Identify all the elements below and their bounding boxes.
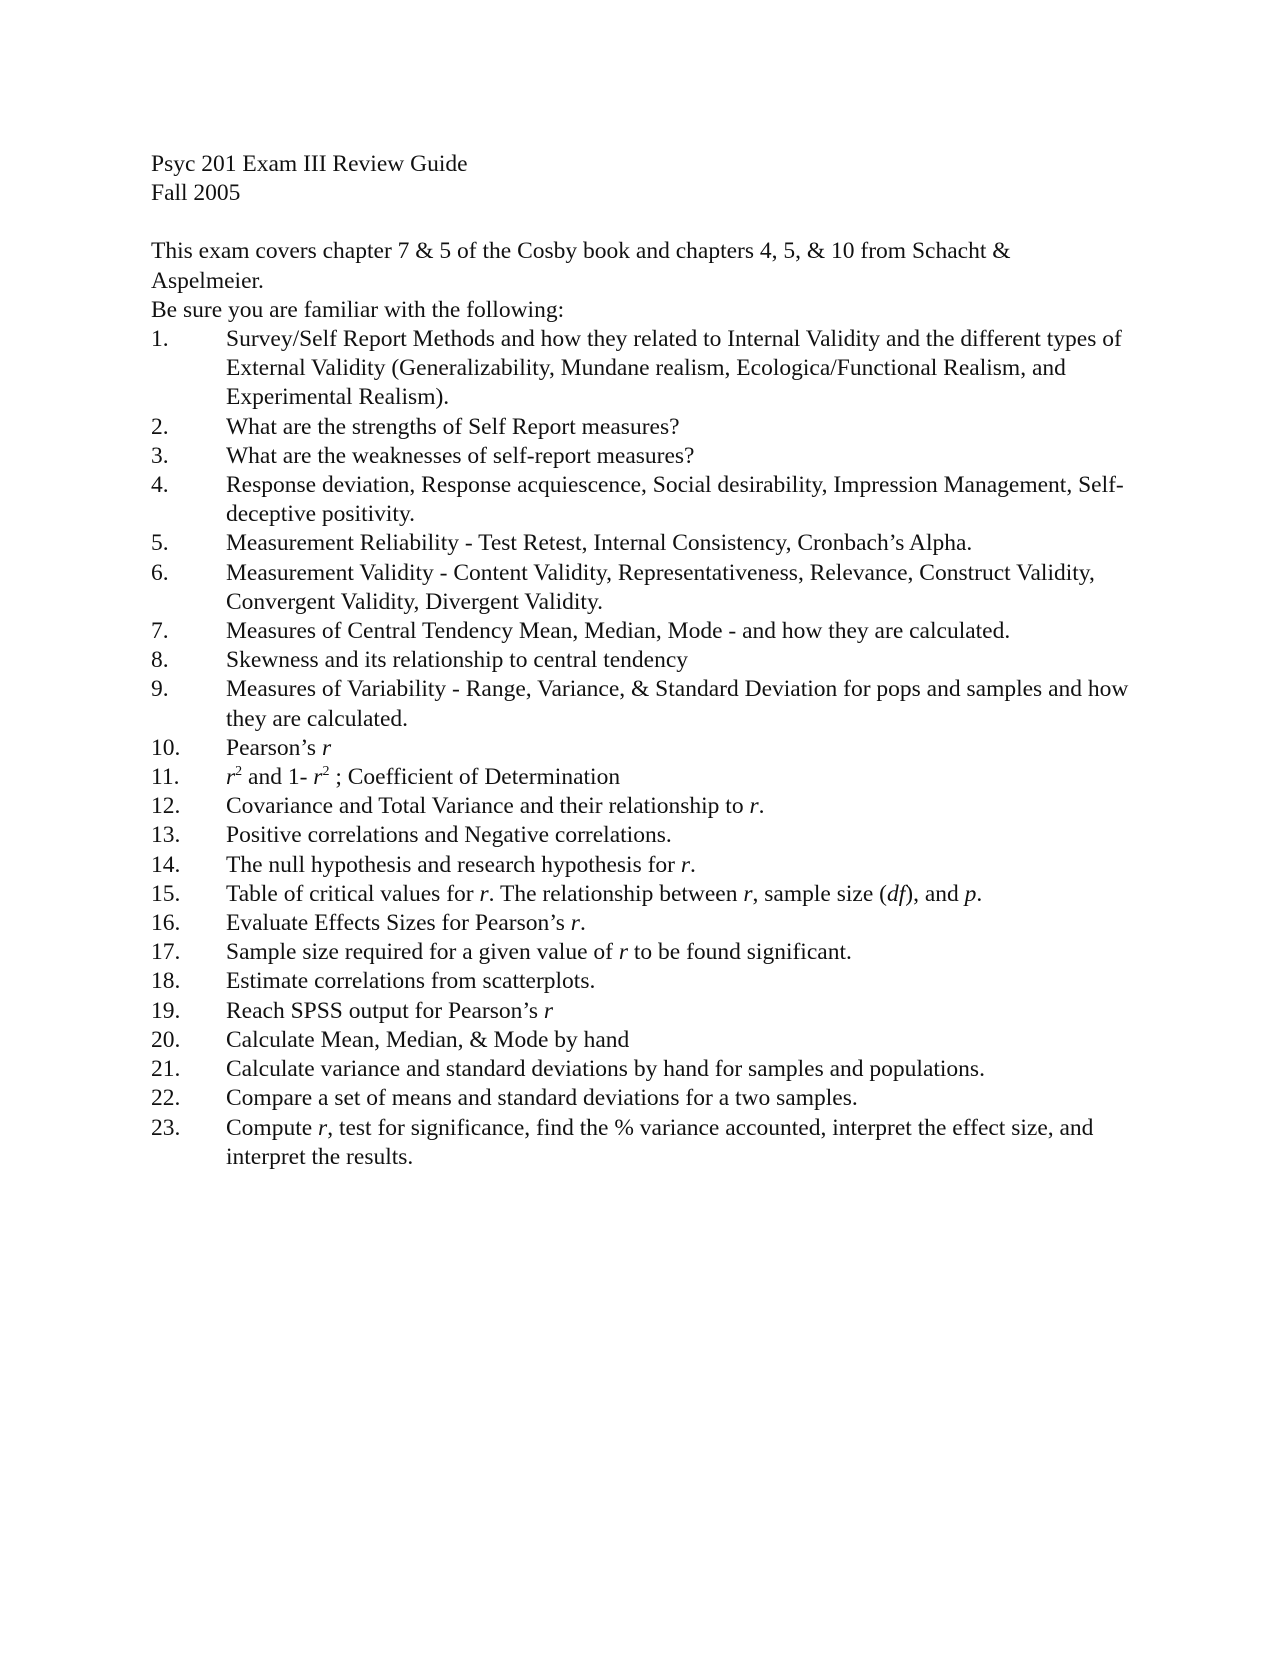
list-item bbox=[151, 442, 1151, 471]
text-fragment: . bbox=[579, 910, 586, 937]
list-item-text: What are the strengths of Self Report measures? bbox=[226, 413, 680, 440]
list-item-text bbox=[226, 880, 1151, 909]
list-item-number: 1. bbox=[151, 326, 169, 353]
italic-symbol: r bbox=[479, 880, 489, 907]
text-fragment: Sample size required for a given value of bbox=[226, 939, 619, 966]
list-item-number: 20. bbox=[151, 1026, 181, 1053]
italic-symbol: df bbox=[886, 880, 906, 907]
list-item bbox=[151, 734, 1151, 763]
list-item-number: 18. bbox=[151, 968, 181, 995]
text-fragment: , sample size ( bbox=[752, 880, 887, 907]
spacer bbox=[151, 208, 1151, 237]
list-item-text: Estimate correlations from scatterplots. bbox=[226, 968, 596, 995]
list-item-text bbox=[226, 909, 1151, 938]
list-item bbox=[151, 763, 1151, 792]
list-item bbox=[151, 909, 1151, 938]
italic-symbol: r bbox=[226, 764, 236, 791]
list-item-number: 5. bbox=[151, 530, 169, 557]
familiar-instruction: Be sure you are familiar with the following: bbox=[151, 296, 565, 323]
list-item-number: 13. bbox=[151, 822, 181, 849]
list-item bbox=[151, 792, 1151, 821]
list-item-number: 6. bbox=[151, 559, 169, 586]
list-item-text: What are the weaknesses of self-report measures? bbox=[226, 442, 695, 469]
list-item bbox=[151, 559, 1151, 617]
text-fragment: . bbox=[976, 880, 983, 907]
list-item bbox=[151, 471, 1151, 529]
list-item-number: 23. bbox=[151, 1114, 181, 1141]
list-item-text: Positive correlations and Negative correlations. bbox=[226, 822, 672, 849]
text-fragment: . bbox=[690, 851, 696, 878]
list-item bbox=[151, 413, 1151, 442]
list-item-text: Measurement Validity - Content Validity, Representativeness, Relevance, Construct Validity, Convergent Validity, Divergent Validity. bbox=[226, 559, 1095, 615]
list-item-number: 19. bbox=[151, 997, 181, 1024]
text-fragment: Covariance and Total Variance and their relationship to bbox=[226, 793, 750, 820]
list-item-text bbox=[226, 938, 1151, 967]
list-item bbox=[151, 646, 1151, 675]
text-fragment: Evaluate Effects Sizes for Pearson’s bbox=[226, 910, 571, 937]
text-fragment: Table of critical values for bbox=[226, 880, 480, 907]
list-item-number: 21. bbox=[151, 1056, 181, 1083]
list-item bbox=[151, 967, 1151, 996]
text-fragment: The null hypothesis and research hypothesis for bbox=[226, 851, 681, 878]
list-item-number: 15. bbox=[151, 880, 181, 907]
list-item-number: 22. bbox=[151, 1085, 181, 1112]
list-item-number: 8. bbox=[151, 647, 169, 674]
list-item-text bbox=[226, 851, 1151, 880]
italic-symbol: r bbox=[313, 764, 323, 791]
list-item bbox=[151, 325, 1151, 413]
list-item-text: Measurement Reliability - Test Retest, Internal Consistency, Cronbach’s Alpha. bbox=[226, 530, 973, 557]
list-item-number: 12. bbox=[151, 793, 181, 820]
list-item bbox=[151, 617, 1151, 646]
superscript: 2 bbox=[322, 764, 330, 780]
list-item-number: 2. bbox=[151, 413, 169, 440]
list-item-number: 16. bbox=[151, 910, 181, 937]
text-fragment: ; Coefficient of Determination bbox=[329, 764, 621, 791]
list-item bbox=[151, 1084, 1151, 1113]
list-item bbox=[151, 675, 1151, 733]
list-item bbox=[151, 938, 1151, 967]
list-item-number: 10. bbox=[151, 734, 181, 761]
list-item bbox=[151, 1055, 1151, 1084]
document-title: Psyc 201 Exam III Review Guide bbox=[151, 151, 468, 177]
list-item-number: 3. bbox=[151, 442, 169, 469]
document-term: Fall 2005 bbox=[151, 180, 241, 207]
list-item bbox=[151, 997, 1151, 1026]
list-item bbox=[151, 529, 1151, 558]
italic-symbol: r bbox=[743, 880, 753, 907]
text-fragment: to be found significant. bbox=[627, 939, 852, 966]
coverage-text-line-2: Aspelmeier. bbox=[151, 267, 264, 294]
text-fragment: and 1- bbox=[242, 764, 314, 791]
italic-symbol: r bbox=[680, 851, 691, 878]
italic-symbol: r bbox=[543, 997, 554, 1024]
list-item-number: 17. bbox=[151, 939, 181, 966]
list-item-text: Calculate Mean, Median, & Mode by hand bbox=[226, 1026, 630, 1053]
italic-symbol: r bbox=[321, 734, 332, 761]
text-fragment: Pearson’s bbox=[226, 734, 322, 761]
text-fragment: . The relationship between bbox=[488, 880, 744, 907]
text-fragment: . bbox=[758, 793, 765, 820]
list-item-text bbox=[226, 1114, 1151, 1172]
list-item-text: Survey/Self Report Methods and how they related to Internal Validity and the different types of External Validity (Generalizability, Mundane realism, Ecologica/Functional Realism, and Experimental Realism). bbox=[226, 326, 1122, 411]
list-item-text: Compare a set of means and standard deviations for a two samples. bbox=[226, 1085, 858, 1112]
list-item-number: 14. bbox=[151, 851, 181, 878]
coverage-text-line-1: This exam covers chapter 7 & 5 of the Cosby book and chapters 4, 5, & 10 from Schacht & bbox=[151, 238, 1011, 265]
text-fragment: ), and bbox=[905, 880, 965, 907]
text-fragment: Compute bbox=[226, 1114, 319, 1141]
text-fragment: Reach SPSS output for Pearson’s bbox=[226, 997, 544, 1024]
superscript: 2 bbox=[235, 764, 243, 780]
italic-symbol: r bbox=[749, 793, 759, 820]
list-item-number: 7. bbox=[151, 618, 169, 645]
list-item-text: Measures of Variability - Range, Variance, & Standard Deviation for pops and samples and how they are calculated. bbox=[226, 676, 1129, 732]
list-item-text: Response deviation, Response acquiescence, Social desirability, Impression Management, Self-deceptive positivity. bbox=[226, 472, 1124, 528]
review-topic-list bbox=[151, 325, 1151, 1172]
list-item-number: 11. bbox=[151, 764, 180, 791]
list-item-text bbox=[226, 792, 1151, 821]
list-item-text: Calculate variance and standard deviations by hand for samples and populations. bbox=[226, 1056, 985, 1083]
list-item-text: Measures of Central Tendency Mean, Median, Mode - and how they are calculated. bbox=[226, 618, 1011, 645]
list-item-text bbox=[226, 763, 1151, 792]
list-item bbox=[151, 1114, 1151, 1172]
text-fragment: , test for significance, find the % variance accounted, interpret the effect size, and interpret the results. bbox=[226, 1114, 1094, 1170]
italic-symbol: r bbox=[618, 939, 628, 966]
list-item bbox=[151, 851, 1151, 880]
list-item bbox=[151, 821, 1151, 850]
list-item-number: 9. bbox=[151, 676, 169, 703]
list-item-text bbox=[226, 734, 1151, 763]
italic-symbol: r bbox=[318, 1114, 328, 1141]
italic-symbol: p bbox=[964, 880, 977, 907]
italic-symbol: r bbox=[570, 910, 580, 937]
list-item bbox=[151, 1026, 1151, 1055]
list-item-text bbox=[226, 997, 1151, 1026]
list-item-text: Skewness and its relationship to central tendency bbox=[226, 647, 689, 674]
list-item-number: 4. bbox=[151, 472, 169, 499]
list-item bbox=[151, 880, 1151, 909]
document-body bbox=[151, 150, 1151, 1172]
